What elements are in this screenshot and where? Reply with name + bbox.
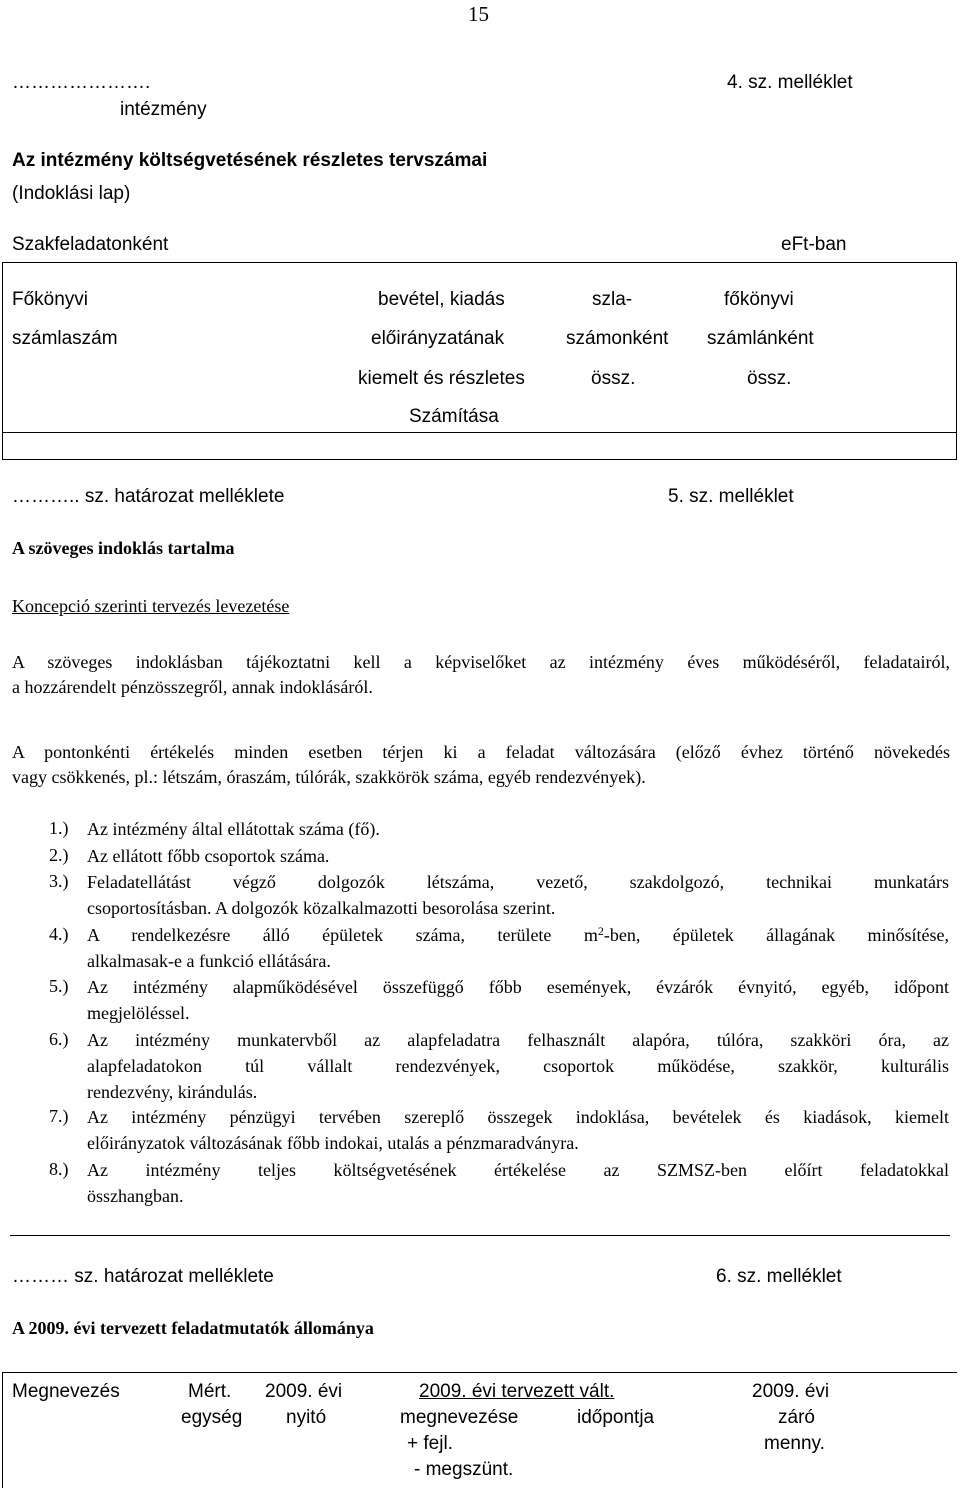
item-3-line1: Feladatellátást végző dolgozók létszáma, vezető, szakdolgozó, technikai munkatárs [87,872,949,892]
item-4-line1-end: -ben, épületek állagának minősítése, [603,925,949,945]
item-1-text [87,816,949,842]
item-3-text [87,869,949,921]
item-4-text [87,922,949,974]
table2-col-opening-line1: 2009. évi [265,1381,343,1402]
table2-col-unit-line2: egység [181,1407,243,1428]
table1-col4-line3: össz. [747,368,792,389]
item-8-number: 8.) [49,1159,69,1179]
item-4-number: 4.) [49,924,69,944]
table1-bottom-border [2,459,957,460]
document-subtitle: (Indoklási lap) [12,183,131,204]
item-4-line1-start: A rendelkezésre álló épületek száma, területe m [87,925,598,945]
table1-col3-line2: számonként [566,328,669,349]
table1-col1-line1: Főkönyvi [12,289,89,310]
paragraph1-line2: a hozzárendelt pénzösszegről, annak indoklásáról. [12,677,373,697]
table1-col3-line3: össz. [591,368,636,389]
item-3-line2: csoportosításban. A dolgozók közalkalmazotti besorolása szerint. [87,898,556,918]
document-title: Az intézmény költségvetésének részletes tervszámai [12,150,488,171]
table2-col-change-date: időpontja [577,1407,655,1428]
paragraph1-line1: A szöveges indoklásban tájékoztatni kell a képviselőket az intézmény éves működéséről, feladatairól, [12,652,950,672]
item-6-text [87,1027,949,1105]
section6-resolution-ref: ……… sz. határozat melléklete [12,1266,274,1287]
table1-mid-border [2,432,957,433]
table1-col4-line1: főkönyvi [724,289,794,310]
page-number: 15 [468,2,489,26]
item-8-line2: összhangban. [87,1186,184,1206]
table1-col2-line2: előirányzatának [371,328,505,349]
table2-col-name: Megnevezés [12,1381,120,1402]
item-4-superscript: 2 [597,924,604,938]
section-separator [10,1235,950,1236]
table2-left-border [2,1372,3,1488]
table2-col-change-name-line2: + fejl. [407,1433,453,1454]
section6-annex: 6. sz. melléklet [716,1266,842,1287]
section5-heading: A szöveges indoklás tartalma [12,538,235,558]
section5-paragraph1 [12,650,950,700]
item-1-number: 1.) [49,818,69,838]
item-8-line1: Az intézmény teljes költségvetésének értékelése az SZMSZ-ben előírt feladatokkal [87,1160,949,1180]
item-6-line3: rendezvény, kirándulás. [87,1082,258,1102]
table2-col-unit-line1: Mért. [188,1381,232,1402]
section5-resolution-ref: ……….. sz. határozat melléklete [12,486,285,507]
table1-col2-line4: Számítása [409,406,499,427]
table1-unit-label: eFt-ban [781,234,847,255]
table2-col-closing-line3: menny. [764,1433,825,1454]
table1-col2-line1: bevétel, kiadás [378,289,505,310]
item-7-line1: Az intézmény pénzügyi tervében szereplő összegek indoklása, bevételek és kiadások, kiemelt [87,1107,949,1127]
item-5-line1: Az intézmény alapműködésével összefüggő főbb események, évzárók évnyitó, egyéb, időpont [87,977,949,997]
header-dots: …………………. [12,72,151,93]
item-6-number: 6.) [49,1029,69,1049]
table2-col-closing-line2: záró [778,1407,815,1428]
item-2-text [87,843,949,869]
table2-col-change-name-line1: megnevezése [400,1407,519,1428]
item-1-line1: Az intézmény által ellátottak száma (fő). [87,819,380,839]
item-6-line1: Az intézmény munkatervből az alapfeladatra felhasznált alapóra, túlóra, szakköri óra, az [87,1030,949,1050]
item-3-number: 3.) [49,871,69,891]
item-4-line1 [87,922,949,948]
item-5-number: 5.) [49,976,69,996]
table1-left-border [2,262,3,459]
item-7-number: 7.) [49,1106,69,1126]
table1-col1-line2: számlaszám [12,328,118,349]
item-5-text [87,974,949,1026]
header-annex: 4. sz. melléklet [727,72,853,93]
item-5-line2: megjelöléssel. [87,1003,190,1023]
header-institution: intézmény [120,99,207,120]
item-2-number: 2.) [49,845,69,865]
table2-col-closing-line1: 2009. évi [752,1381,830,1402]
item-6-line2: alapfeladatokon túl vállalt rendezvények, csoportok működése, szakkör, kulturális [87,1056,949,1076]
table1-col3-line1: szla- [592,289,633,310]
paragraph2-line2: vagy csökkenés, pl.: létszám, óraszám, túlórák, szakkörök száma, egyéb rendezvények). [12,767,646,787]
item-7-text [87,1104,949,1156]
table2-top-border [2,1372,957,1373]
table1-top-border [2,262,957,263]
table1-col2-line3: kiemelt és részletes [358,368,525,389]
table2-col-change-header: 2009. évi tervezett vált. [419,1381,615,1402]
table2-col-change-name-line3: - megszünt. [414,1459,514,1480]
table1-left-label: Szakfeladatonként [12,234,169,255]
table2-col-opening-line2: nyitó [286,1407,327,1428]
item-2-line1: Az ellátott főbb csoportok száma. [87,846,330,866]
item-4-line2: alkalmasak-e a funkció ellátására. [87,951,331,971]
section5-annex: 5. sz. melléklet [668,486,794,507]
section5-subheading: Koncepció szerinti tervezés levezetése [12,596,290,616]
section5-paragraph2 [12,740,950,790]
paragraph2-line1: A pontonkénti értékelés minden esetben térjen ki a feladat változására (előző évhez történő növekedés [12,742,950,762]
section6-heading: A 2009. évi tervezett feladatmutatók állománya [12,1318,374,1338]
item-7-line2: előirányzatok változásának főbb indokai, utalás a pénzmaradványra. [87,1133,579,1153]
item-8-text [87,1157,949,1209]
table1-col4-line2: számlánként [707,328,814,349]
table1-right-border [956,262,957,459]
